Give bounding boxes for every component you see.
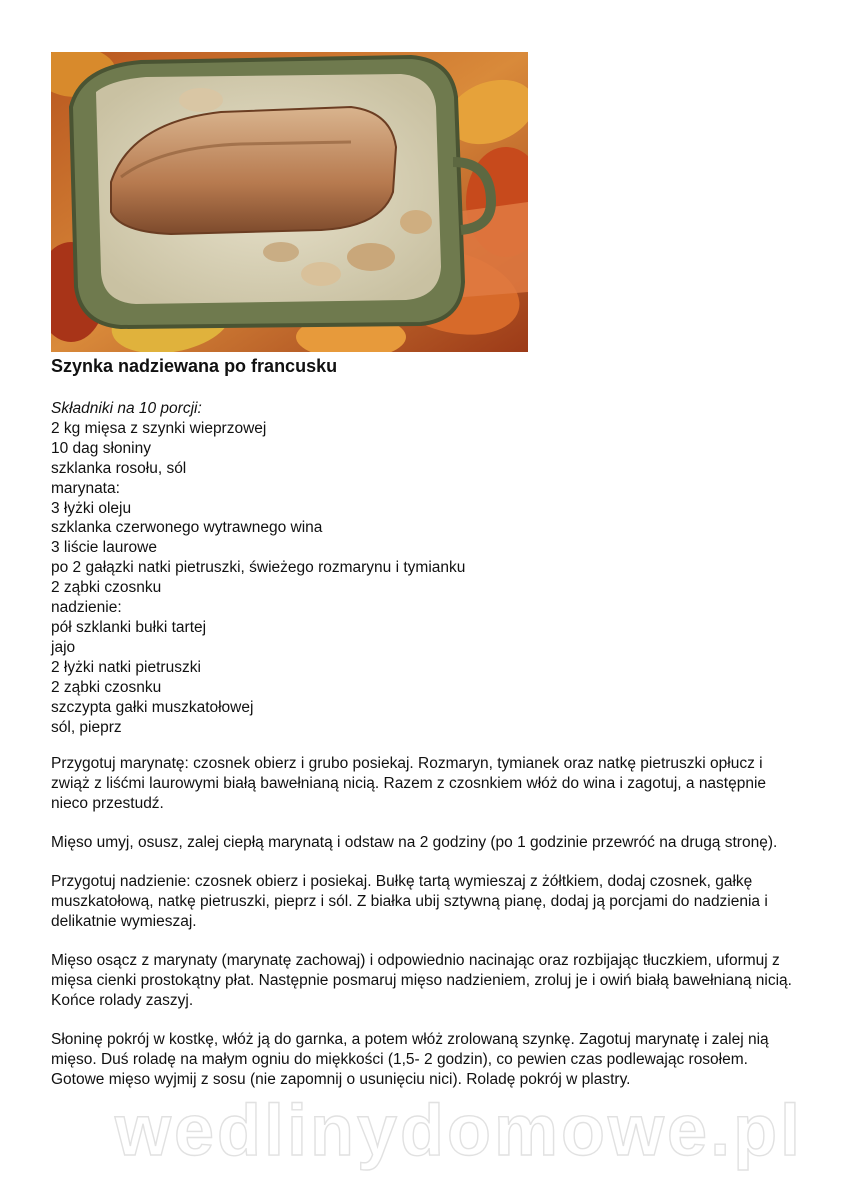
ingredients-list <box>51 399 465 737</box>
ingredient-item: szklanka czerwonego wytrawnego wina <box>51 519 323 537</box>
ingredient-item: 3 łyżki oleju <box>51 499 132 517</box>
ingredient-item: 2 łyżki natki pietruszki <box>51 658 201 676</box>
ingredient-item: 2 ząbki czosnku <box>51 579 162 597</box>
ingredient-item: 10 dag słoniny <box>51 439 151 457</box>
ingredient-item: 3 liście laurowe <box>51 539 157 557</box>
recipe-title: Szynka nadziewana po francusku <box>51 356 338 376</box>
ingredient-item: po 2 gałązki natki pietruszki, świeżego rozmarynu i tymianku <box>51 559 466 577</box>
ingredient-subheading-filling: nadzienie: <box>51 599 122 617</box>
ingredient-item: jajo <box>51 638 76 656</box>
step-paragraph: Przygotuj marynatę: czosnek obierz i grubo posiekaj. Rozmaryn, tymianek oraz natkę pietruszki opłucz i zwiąż z liśćmi laurowymi białą bawełnianą nicią. Razem z czosnkiem włóż do wina i zagotuj, a następnie nieco przestudź. <box>51 755 767 812</box>
ingredient-item: 2 ząbki czosnku <box>51 678 162 696</box>
roast-in-dish-photo <box>51 52 528 352</box>
step-paragraph: Przygotuj nadzienie: czosnek obierz i posiekaj. Bułkę tartą wymieszaj z żółtkiem, dodaj czosnek, gałkę muszkatołową, natkę pietruszki, pieprz i sól. Z białka ubij sztywną pianę, dodaj ją porcjami do nadzienia i delikatnie wymieszaj. <box>51 873 768 930</box>
step-paragraph: Słoninę pokrój w kostkę, włóż ją do garnka, a potem włóż zrolowaną szynkę. Zagotuj marynatę i zalej nią mięso. Duś roladę na małym ogniu do miękkości (1,5- 2 godzin), co pewien czas podlewając rosołem. Gotowe mięso wyjmij z sosu (nie zapomnij o usunięciu nici). Roladę pokrój w plastry. <box>51 1031 769 1088</box>
preparation-steps <box>51 754 796 1109</box>
ingredient-item: pół szklanki bułki tartej <box>51 618 207 636</box>
ingredient-item: sól, pieprz <box>51 718 122 736</box>
step-paragraph: Mięso umyj, osusz, zalej ciepłą marynatą i odstaw na 2 godziny (po 1 godzinie przewróć na drugą stronę). <box>51 834 778 851</box>
ingredient-subheading-marinade: marynata: <box>51 479 120 497</box>
ingredient-item: szklanka rosołu, sól <box>51 459 187 477</box>
site-watermark: wedlinydomowe.pl <box>115 1091 804 1171</box>
ingredient-item: szczypta gałki muszkatołowej <box>51 698 254 716</box>
ingredient-item: 2 kg mięsa z szynki wieprzowej <box>51 419 267 437</box>
ingredients-heading: Składniki na 10 porcji: <box>51 400 202 417</box>
step-paragraph: Mięso osącz z marynaty (marynatę zachowaj) i odpowiednio nacinając oraz rozbijając tłuczkiem, uformuj z mięsa cienki prostokątny płat. Następnie posmaruj mięso nadzieniem, zroluj je i owiń białą bawełnianą nicią. Końce rolady zaszyj. <box>51 952 792 1009</box>
